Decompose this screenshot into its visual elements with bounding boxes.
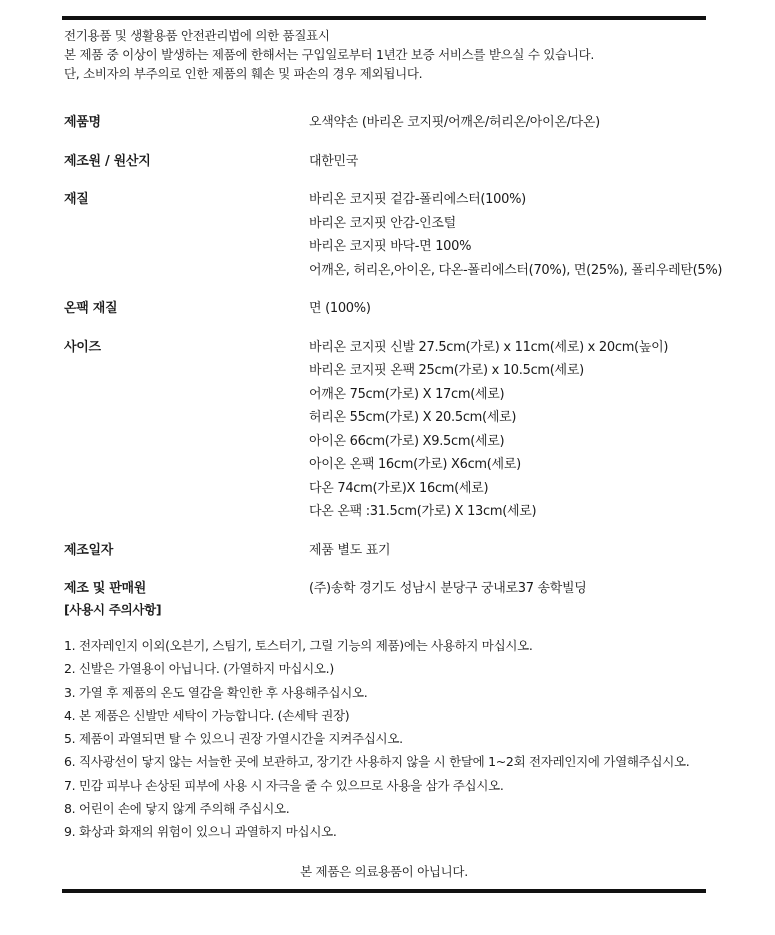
spec-row-origin — [64, 150, 764, 174]
spec-label: 사이즈 — [64, 339, 101, 355]
spec-value: 제품 별도 표기 — [309, 542, 391, 558]
intro-title: 전기용품 및 생활용품 안전관리법에 의한 품질표시 — [64, 28, 330, 43]
spec-table — [64, 111, 764, 601]
spec-value-line: 어깨온, 허리온,아이온, 다온-폴리에스터(70%), 면(25%), 폴리우레탄(5%) — [309, 262, 723, 278]
spec-row-size — [64, 336, 764, 524]
spec-value-line: 아이온 온팩 16cm(가로) X6cm(세로) — [309, 457, 521, 472]
spec-label: 제조원 / 원산지 — [64, 153, 151, 169]
spec-value-line: 바리온 코지핏 온팩 25cm(가로) x 10.5cm(세로) — [309, 363, 584, 378]
caution-item: 5. 제품이 과열되면 탈 수 있으니 권장 가열시간을 지켜주십시오. — [64, 731, 403, 747]
intro-exclusion-text: 단, 소비자의 부주의로 인한 제품의 훼손 및 파손의 경우 제외됩니다. — [64, 66, 423, 81]
spec-value-line: 어깨온 75cm(가로) X 17cm(세로) — [309, 386, 505, 402]
spec-value: 오색약손 (바리온 코지핏/어깨온/허리온/아이온/다온) — [309, 115, 600, 130]
spec-row-pack-material — [64, 297, 764, 321]
caution-item: 9. 화상과 화재의 위험이 있으니 과열하지 마십시오. — [64, 824, 337, 840]
spec-value-line: 허리온 55cm(가로) X 20.5cm(세로) — [309, 410, 517, 425]
caution-item: 1. 전자레인지 이외(오븐기, 스팀기, 토스터기, 그릴 기능의 제품)에는 사용하지 마십시오. — [64, 638, 533, 653]
quality-notice-intro — [64, 26, 754, 83]
top-divider — [62, 16, 706, 20]
caution-item: 4. 본 제품은 신발만 세탁이 가능합니다. (손세탁 권장) — [64, 707, 350, 723]
spec-value-line: 다온 74cm(가로)X 16cm(세로) — [309, 480, 489, 496]
caution-item: 2. 신발은 가열용이 아닙니다. (가열하지 마십시오.) — [64, 661, 334, 677]
spec-value-line: 바리온 코지핏 바닥-면 100% — [309, 239, 472, 254]
spec-value-line: 다온 온팩 :31.5cm(가로) X 13cm(세로) — [309, 504, 537, 519]
spec-label: 재질 — [64, 192, 89, 207]
cautions-heading: [사용시 주의사항] — [64, 602, 162, 617]
spec-label: 제품명 — [64, 115, 101, 130]
spec-value-list — [309, 336, 668, 524]
spec-value-line: 아이온 66cm(가로) X9.5cm(세로) — [309, 433, 505, 449]
spec-value-line: 바리온 코지핏 안감-인조털 — [309, 215, 456, 231]
spec-row-product-name — [64, 111, 764, 135]
not-medical-notice: 본 제품은 의료용품이 아닙니다. — [300, 864, 468, 879]
spec-value: 면 (100%) — [309, 301, 371, 316]
spec-row-manufacture-date — [64, 539, 764, 563]
spec-label: 제조 및 판매원 — [64, 581, 146, 596]
intro-warranty-text: 본 제품 중 이상이 발생하는 제품에 한해서는 구입일로부터 1년간 보증 서비스를 받으실 수 있습니다. — [64, 47, 595, 62]
bottom-divider — [62, 889, 706, 893]
spec-row-material — [64, 188, 764, 282]
caution-item: 6. 직사광선이 닿지 않는 서늘한 곳에 보관하고, 장기간 사용하지 않을 시 한달에 1~2회 전자레인지에 가열해주십시오. — [64, 754, 690, 770]
spec-value-line: 바리온 코지핏 신발 27.5cm(가로) x 11cm(세로) x 20cm(높이) — [309, 339, 669, 355]
usage-cautions — [64, 600, 754, 844]
caution-item: 7. 민감 피부나 손상된 피부에 사용 시 자극을 줄 수 있으므로 사용을 삼가 주십시오. — [64, 777, 504, 793]
spec-value-list — [309, 188, 722, 282]
spec-row-manufacturer — [64, 577, 764, 601]
spec-label: 온팩 재질 — [64, 301, 118, 316]
spec-label: 제조일자 — [64, 542, 114, 558]
spec-value-line: 바리온 코지핏 겉감-폴리에스터(100%) — [309, 192, 526, 207]
caution-item: 3. 가열 후 제품의 온도 열감을 확인한 후 사용해주십시오. — [64, 684, 368, 700]
spec-value: (주)송학 경기도 성남시 분당구 궁내로37 송학빌딩 — [309, 581, 587, 596]
caution-item: 8. 어린이 손에 닿지 않게 주의해 주십시오. — [64, 801, 290, 817]
spec-value: 대한민국 — [309, 153, 359, 169]
